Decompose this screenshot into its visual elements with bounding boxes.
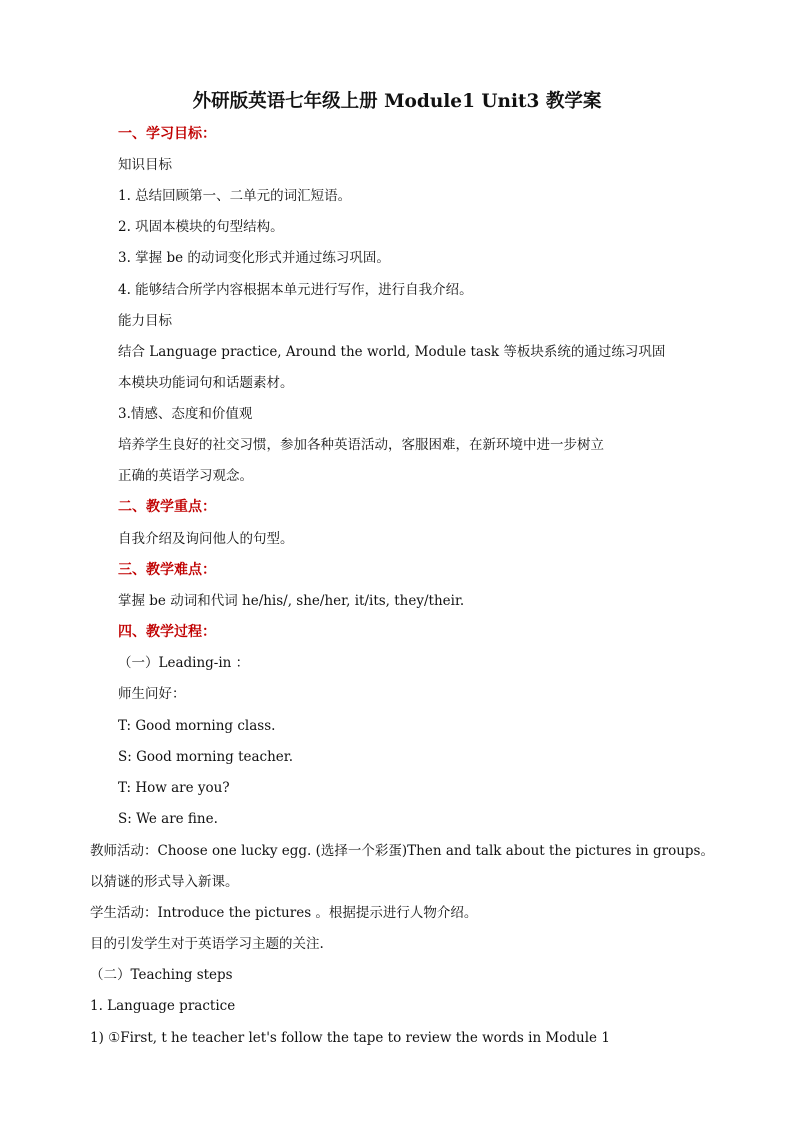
paragraph-line: 2. 巩固本模块的句型结构。	[118, 219, 284, 235]
paragraph-line: 自我介绍及询问他人的句型。	[118, 531, 294, 547]
paragraph-line: 掌握 be 动词和代词 he/his/, she/her, it/its, they/their.	[118, 593, 465, 609]
paragraph-line: 1. Language practice	[90, 998, 236, 1014]
heading-teaching-difficulty: 三、教学难点：	[118, 562, 216, 578]
dialogue-line: S: Good morning teacher.	[118, 749, 294, 765]
paragraph-line: 3. 掌握 be 的动词变化形式并通过练习巩固。	[118, 250, 390, 266]
paragraph-line: 1. 总结回顾第一、二单元的词汇短语。	[118, 188, 352, 204]
dialogue-line: S: We are fine.	[118, 811, 218, 827]
dialogue-line: T: How are you?	[118, 780, 230, 796]
paragraph-line: 能力目标	[118, 313, 172, 329]
heading-teaching-focus: 二、教学重点：	[118, 499, 216, 515]
dialogue-line: T: Good morning class.	[118, 718, 276, 734]
paragraph-line: （二）Teaching steps	[90, 967, 233, 983]
paragraph-line: 结合 Language practice, Around the world, Module task 等板块系统的通过练习巩固	[118, 344, 666, 360]
paragraph-line: 教师活动：Choose one lucky egg. (选择一个彩蛋)Then and talk about the pictures in groups。	[90, 843, 714, 859]
paragraph-line: 正确的英语学习观念。	[118, 468, 253, 484]
document-title: 外研版英语七年级上册 Module1 Unit3 教学案	[192, 91, 602, 112]
paragraph-line: 1) ①First, t he teacher let's follow the tape to review the words in Module 1	[90, 1030, 610, 1046]
paragraph-line: 目的引发学生对于英语学习主题的关注.	[90, 936, 324, 952]
paragraph-line: 知识目标	[118, 157, 172, 173]
paragraph-line: 学生活动：Introduce the pictures 。根据提示进行人物介绍。	[90, 905, 478, 921]
heading-learning-objectives: 一、学习目标：	[118, 126, 216, 142]
paragraph-line: 本模块功能词句和话题素材。	[118, 375, 294, 391]
paragraph-line: 培养学生良好的社交习惯，参加各种英语活动，客服困难，在新环境中进一步树立	[118, 437, 604, 453]
paragraph-line: 3.情感、态度和价值观	[118, 406, 253, 422]
paragraph-line: （一）Leading-in ：	[118, 655, 250, 671]
heading-teaching-process: 四、教学过程：	[118, 624, 216, 640]
paragraph-line: 以猜谜的形式导入新课。	[90, 874, 239, 890]
paragraph-line: 4. 能够结合所学内容根据本单元进行写作，进行自我介绍。	[118, 282, 473, 298]
paragraph-line: 师生问好：	[118, 686, 186, 702]
